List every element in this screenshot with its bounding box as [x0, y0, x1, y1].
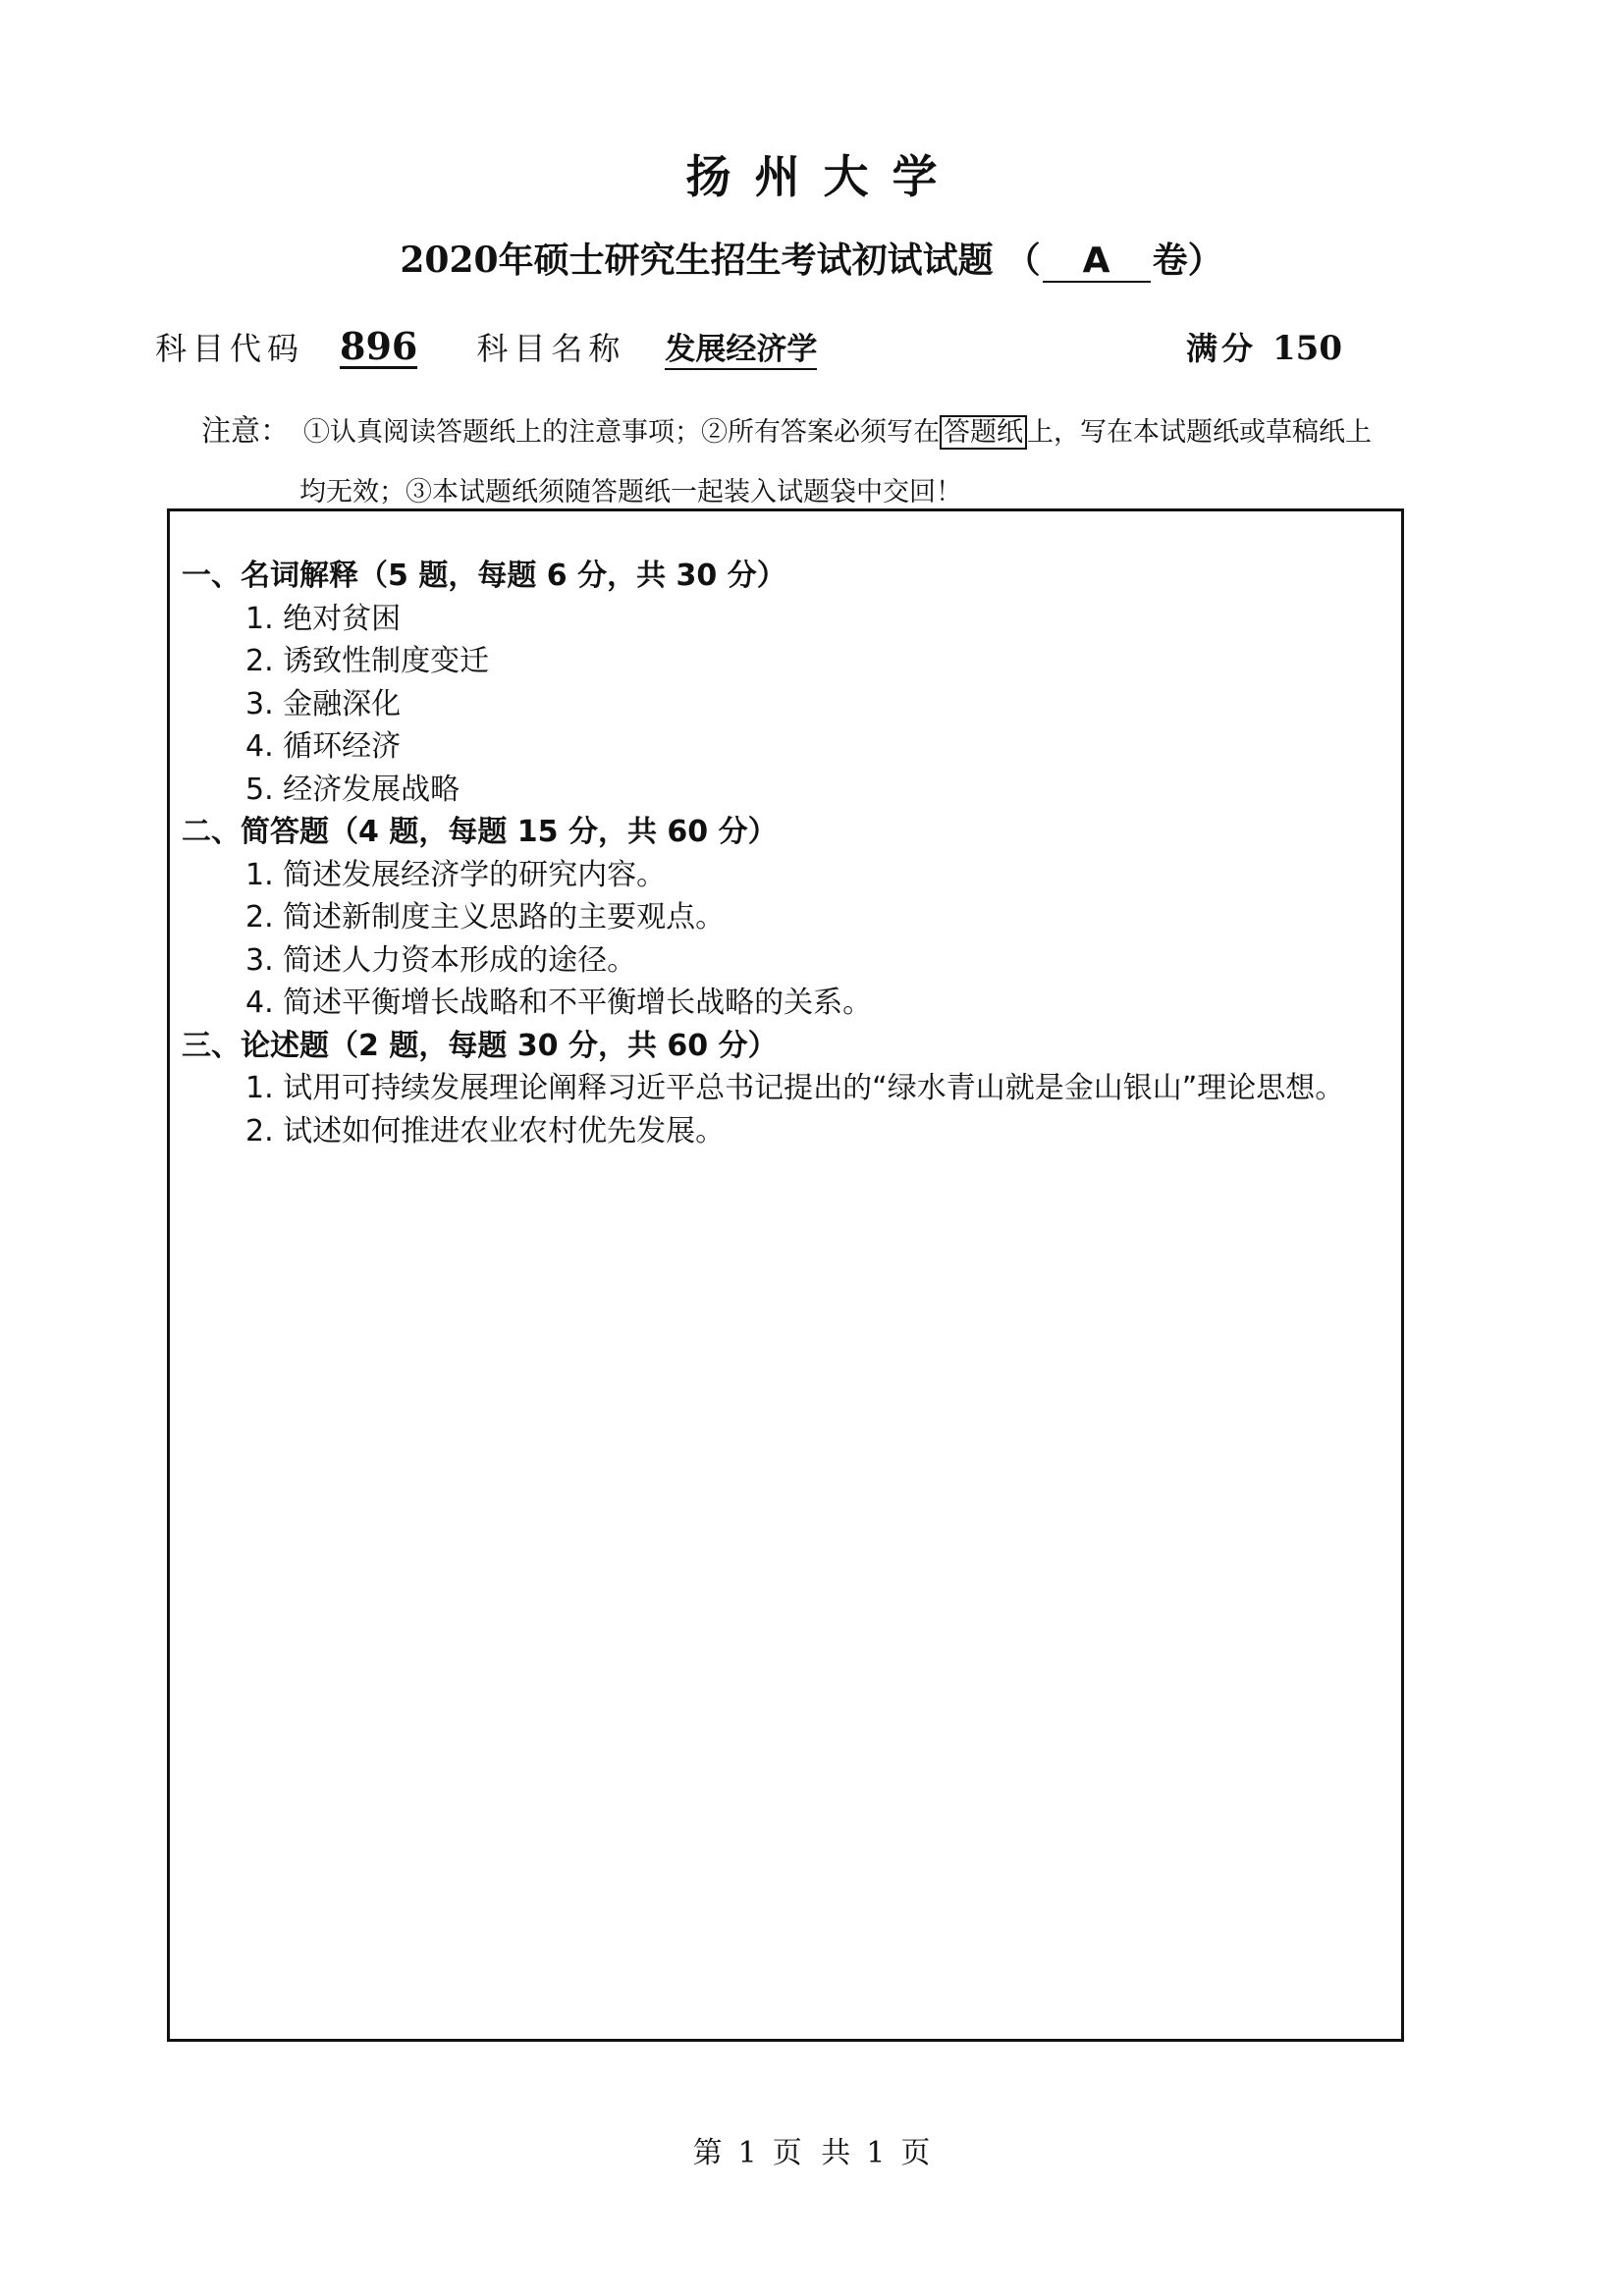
section-heading-terms: 一、名词解释（5 题，每题 6 分，共 30 分） [182, 559, 786, 593]
subject-code-label: 科目代码 [155, 330, 305, 367]
section-heading-short-answer: 二、简答题（4 题，每题 15 分，共 60 分） [182, 815, 778, 849]
question-item: 1. 试用可持续发展理论阐释习近平总书记提出的“绿水青山就是金山银山”理论思想。 [245, 1071, 1345, 1105]
notice-answer-sheet-boxed: 答题纸 [940, 415, 1027, 450]
page-mid: 页 共 [772, 2136, 851, 2170]
question-item: 4. 简述平衡增长战略和不平衡增长战略的关系。 [245, 986, 873, 1020]
exam-year: 2020 [400, 240, 499, 281]
university-title: 扬州大学 [685, 150, 961, 203]
page-prefix: 第 [692, 2136, 723, 2170]
question-item: 1. 绝对贫困 [245, 601, 402, 636]
exam-variant: A [1043, 241, 1151, 283]
notice-label: 注意： [201, 414, 290, 449]
exam-title-open-paren: （ [1004, 240, 1041, 281]
question-item: 2. 试述如何推进农业农村优先发展。 [245, 1113, 726, 1148]
notice-line-2: 均无效；③本试题纸须随答题纸一起装入试题袋中交回！ [299, 477, 962, 507]
question-item: 2. 诱致性制度变迁 [245, 644, 490, 678]
page-number-footer [0, 2130, 1623, 2177]
question-list [182, 555, 1391, 1152]
question-item: 3. 简述人力资本形成的途径。 [245, 942, 637, 978]
section-heading-essay: 三、论述题（2 题，每题 30 分，共 60 分） [182, 1028, 778, 1063]
exam-title-close: 卷） [1152, 240, 1223, 281]
full-score [1186, 324, 1342, 373]
exam-title-text: 年硕士研究生招生考试初试试题 [498, 240, 994, 281]
full-score-label: 满分 [1186, 330, 1258, 367]
question-item: 4. 循环经济 [245, 729, 402, 764]
subject-info-row [155, 324, 817, 373]
notice-line-1 [201, 410, 1372, 454]
notice-text-1b: 上，写在本试题纸或草稿纸上 [1027, 417, 1372, 448]
current-page: 1 [737, 2136, 757, 2170]
total-pages: 1 [866, 2136, 886, 2170]
exam-title [0, 236, 1623, 286]
page-suffix: 页 [900, 2136, 931, 2170]
question-box [167, 508, 1404, 2042]
question-item: 2. 简述新制度主义思路的主要观点。 [245, 900, 726, 934]
full-score-value: 150 [1272, 329, 1342, 368]
question-item: 3. 金融深化 [245, 686, 402, 721]
question-item: 1. 简述发展经济学的研究内容。 [245, 857, 667, 892]
subject-name-label: 科目名称 [476, 330, 626, 367]
subject-name: 发展经济学 [665, 331, 817, 370]
notice-text-1: ①认真阅读答题纸上的注意事项；②所有答案必须写在 [303, 417, 940, 448]
question-item: 5. 经济发展战略 [245, 772, 460, 807]
subject-code: 896 [340, 324, 418, 368]
